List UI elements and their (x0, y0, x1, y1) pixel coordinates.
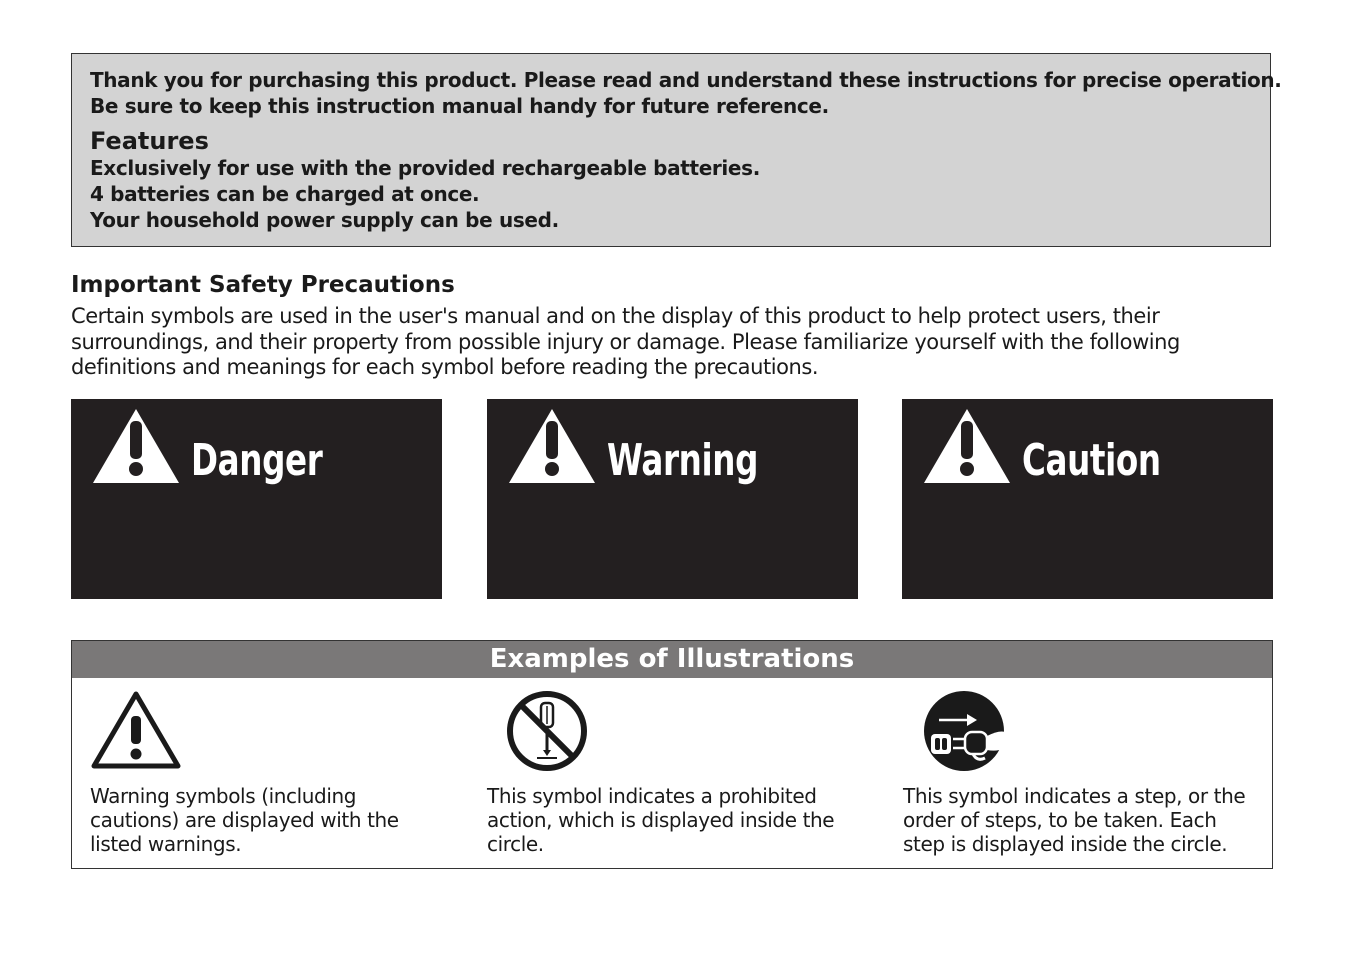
warning-label: Warning (607, 435, 759, 486)
safety-line: Certain symbols are used in the user's manual and on the display of this product to help protect users, their (71, 304, 1160, 328)
feature-item: Exclusively for use with the provided rechargeable batteries. (90, 156, 760, 180)
example-text-warning (90, 784, 399, 856)
features-title: Features (90, 127, 209, 155)
example-line: This symbol indicates a step, or the (903, 784, 1246, 808)
intro-line: Be sure to keep this instruction manual handy for future reference. (90, 94, 829, 118)
prohibited-disassembly-icon (506, 690, 588, 772)
examples-header: Examples of Illustrations (72, 641, 1272, 678)
warning-triangle-icon (509, 409, 595, 483)
example-line: action, which is displayed inside the (487, 808, 835, 832)
warning-triangle-icon (93, 409, 179, 483)
intro-box (71, 53, 1282, 247)
danger-panel (71, 399, 442, 599)
intro-line: Thank you for purchasing this product. Please read and understand these instructions for precise operation. (90, 68, 1282, 92)
example-line: step is displayed inside the circle. (903, 832, 1228, 856)
safety-body (71, 304, 1281, 381)
safety-line: surroundings, and their property from possible injury or damage. Please familiarize yourself with the following (71, 329, 1180, 354)
example-text-step (903, 784, 1245, 856)
example-text-prohibited (487, 784, 834, 856)
example-line: order of steps, to be taken. Each (903, 808, 1217, 832)
warning-panel (487, 399, 858, 599)
caution-panel (902, 399, 1273, 599)
unplug-power-icon (923, 690, 1005, 772)
example-line: This symbol indicates a prohibited (487, 784, 817, 808)
example-line: Warning symbols (including (90, 784, 357, 808)
feature-item: 4 batteries can be charged at once. (90, 182, 480, 206)
example-line: listed warnings. (90, 832, 242, 856)
examples-box (71, 640, 1273, 869)
example-line: circle. (487, 832, 544, 856)
example-line: cautions) are displayed with the (90, 808, 399, 832)
warning-triangle-icon (924, 409, 1010, 483)
danger-label: Danger (191, 435, 323, 486)
warning-triangle-icon (90, 690, 182, 770)
caution-label: Caution (1022, 435, 1161, 486)
safety-title: Important Safety Precautions (71, 272, 455, 298)
safety-line: definitions and meanings for each symbol before reading the precautions. (71, 355, 819, 379)
feature-item: Your household power supply can be used. (90, 208, 559, 232)
